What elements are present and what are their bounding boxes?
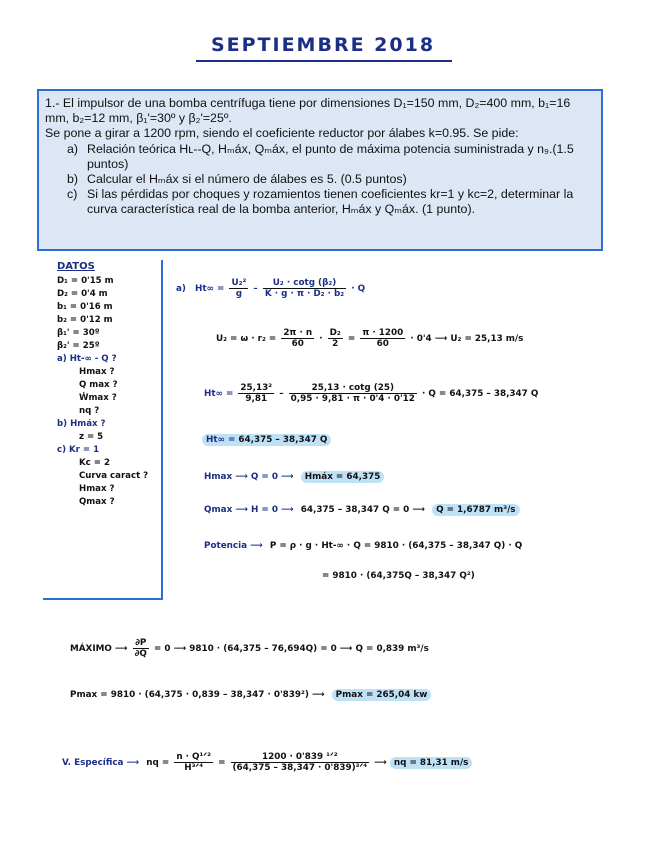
dato-row: D₂ = 0'4 m bbox=[57, 289, 108, 299]
datos-heading: DATOS bbox=[57, 261, 95, 272]
fraction: $\frac{25,13 \cdot \cot g (25)}{0,95 \cdot 9,81 \cdot \pi \cdot 0'4 \cdot 0'12}$ bbox=[290, 383, 415, 404]
dato-c-item: Curva caract ? bbox=[79, 471, 149, 481]
eq-ht-numeric: Ht∞ = $\frac{\text{25,13²}}{9,81}$ – $\frac{25,13 \cdot \cot g (25)}{0,95 \cdot 9,81 \cdot \pi \cdot 0'4 \cdot 0'12}$ · Q = 64,375 – 38,347 Q bbox=[204, 383, 539, 404]
eq-potencia-expanded: = 9810 · (64,375Q – 38,347 Q²) bbox=[322, 571, 475, 581]
problem-items bbox=[45, 142, 595, 218]
problem-item-b: b) Calcular el Hₘáx si el número de álabes es 5. (0.5 puntos) bbox=[67, 172, 407, 187]
fraction: $\frac{\partial P}{\partial Q}$ bbox=[134, 638, 147, 659]
eq-u2: U₂ = ω · r₂ = $\frac{2\pi \cdot n}{60}$ · $\frac{\text{D₂}}{2}$ = $\frac{\pi \cdot 1200}{60}$ · 0'4 ⟶ U₂ = 25,13 m/s bbox=[216, 328, 524, 349]
ht-result-highlight: Ht∞ = 64,375 – 38,347 Q bbox=[202, 435, 331, 445]
dato-row: β₁' = 30º bbox=[57, 328, 100, 338]
dato-a-item: Hmax ? bbox=[79, 367, 115, 377]
fraction: $\frac{\text{D₂}}{2}$ bbox=[329, 328, 341, 349]
fraction: $\frac{\text{1200 · 0'839 ¹ᐟ²}}{\text{(64,375 – 38,347 · 0'839)³ᐟ⁴}}$ bbox=[232, 752, 368, 773]
eq-ht-general: a) Ht∞ = $\frac{\text{U₂²}}{g}$ – $\frac{\text{U₂ · cotg (β₂)}}{\text{K · g · π · D₂ · b₂}}$ · Q bbox=[176, 278, 366, 299]
problem-item-a: a) Relación teórica Hʟ‑-Q, Hₘáx, Qₘáx, el punto de máxima potencia suministrada y n₉.(1.5 puntos) bbox=[67, 141, 574, 171]
eq-velocidad-especifica: V. Específica ⟶ nq = $\frac{\text{n · Q¹ᐟ²}}{\text{H³ᐟ⁴}}$ = $\frac{\text{1200 · 0'839 ¹ᐟ²}}{\text{(64,375 – 38,347 · 0'839)³ᐟ⁴}}$ ⟶ nq = 81,31 m/s bbox=[62, 752, 472, 773]
dato-a-item: Ẇmax ? bbox=[79, 393, 117, 403]
dato-c-item: Qmax ? bbox=[79, 497, 115, 507]
dato-b-item: z = 5 bbox=[79, 432, 104, 442]
eq-hmax: Hmax ⟶ Q = 0 ⟶ Hmáx = 64,375 bbox=[204, 472, 384, 482]
fraction: $\frac{\text{U₂²}}{g}$ bbox=[231, 278, 247, 299]
eq-potencia: Potencia ⟶ P = ρ · g · Ht-∞ · Q = 9810 · (64,375 – 38,347 Q) · Q bbox=[204, 541, 523, 551]
dato-row: b₁ = 0'16 m bbox=[57, 302, 113, 312]
problem-item-c: c) Si las pérdidas por choques y rozamientos tienen coeficientes kr=1 y kc=2, determinar la curva característica real de la bomba anterior, Hₘáx y Qₘáx. (1 punto). bbox=[67, 187, 574, 217]
fraction: $\frac{\text{U₂ · cotg (β₂)}}{\text{K · g · π · D₂ · b₂}}$ bbox=[264, 278, 345, 299]
eq-maximo: MÁXIMO ⟶ $\frac{\partial P}{\partial Q}$ = 0 ⟶ 9810 · (64,375 – 76,694Q) = 0 ⟶ Q = 0,839 m³/s bbox=[70, 638, 429, 659]
dato-b-label: b) Hmáx ? bbox=[57, 419, 106, 429]
dato-row: D₁ = 0'15 m bbox=[57, 276, 114, 286]
fraction: $\frac{2\pi \cdot n}{60}$ bbox=[283, 328, 313, 349]
eq-qmax: Qmax ⟶ H = 0 ⟶ 64,375 – 38,347 Q = 0 ⟶ Q = 1,6787 m³/s bbox=[204, 505, 520, 515]
fraction: $\frac{\text{n · Q¹ᐟ²}}{\text{H³ᐟ⁴}}$ bbox=[176, 752, 211, 773]
dato-c-item: Kc = 2 bbox=[79, 458, 110, 468]
dato-row: b₂ = 0'12 m bbox=[57, 315, 113, 325]
fraction: $\frac{\pi \cdot 1200}{60}$ bbox=[362, 328, 404, 349]
datos-panel bbox=[43, 260, 163, 600]
dato-c-label: c) Kr = 1 bbox=[57, 445, 100, 455]
problem-line2: Se pone a girar a 1200 rpm, siendo el coeficiente reductor por álabes k=0.95. Se pide: bbox=[45, 126, 519, 141]
title-underline bbox=[196, 60, 452, 62]
eq-pmax: Pmax = 9810 · (64,375 · 0,839 – 38,347 · 0'839²) ⟶ Pmax = 265,04 kw bbox=[70, 690, 431, 700]
dato-c-item: Hmax ? bbox=[79, 484, 115, 494]
problem-intro: 1.- El impulsor de una bomba centrífuga tiene por dimensiones D₁=150 mm, D₂=400 mm, b₁=16 mm, b₂=12 mm, β₁'=30º y β₂'=25º. bbox=[45, 96, 571, 126]
fraction: $\frac{\text{25,13²}}{9,81}$ bbox=[240, 383, 273, 404]
dato-row: β₂' = 25º bbox=[57, 341, 100, 351]
problem-statement-box bbox=[37, 89, 603, 251]
page-title: SEPTIEMBRE 2018 bbox=[210, 34, 436, 56]
dato-a-item: Q max ? bbox=[79, 380, 118, 390]
dato-a-label: a) Ht-∞ - Q ? bbox=[57, 354, 117, 364]
dato-a-item: nq ? bbox=[79, 406, 100, 416]
